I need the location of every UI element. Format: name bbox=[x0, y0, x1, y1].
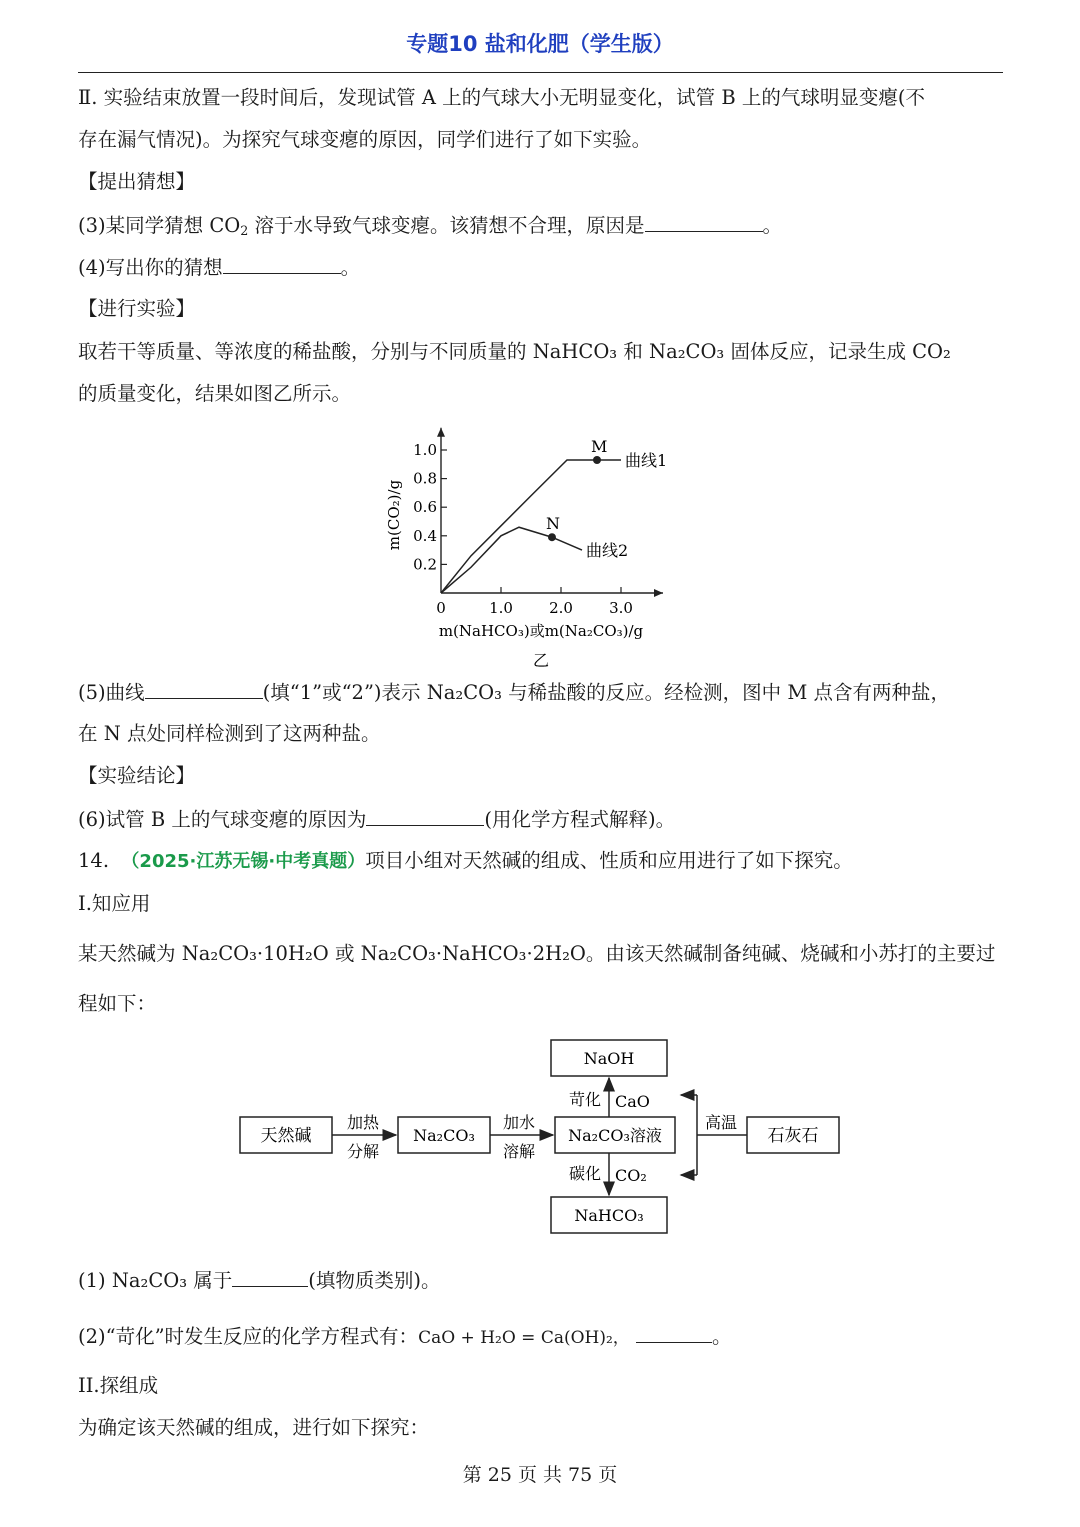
label-na2co3: Na₂CO₃ bbox=[413, 1126, 475, 1145]
x-tick-label: 3.0 bbox=[609, 599, 633, 617]
experiment-line-2: 的质量变化，结果如图乙所示。 bbox=[78, 382, 352, 405]
label-natural-alkali: 天然碱 bbox=[260, 1126, 312, 1146]
source-tag: （2025·江苏无锡·中考真题） bbox=[121, 851, 366, 872]
chart-title: 乙 bbox=[532, 651, 550, 670]
label-co2: CO₂ bbox=[615, 1166, 647, 1185]
point-label-M: M bbox=[591, 437, 608, 457]
point-N bbox=[548, 533, 556, 541]
label-dissolve: 溶解 bbox=[502, 1142, 536, 1161]
label-decompose: 分解 bbox=[346, 1142, 380, 1161]
label-add-water: 加水 bbox=[502, 1113, 536, 1132]
heading-guess: 【提出猜想】 bbox=[78, 170, 196, 193]
point-label-N: N bbox=[546, 514, 560, 534]
heading-composition: II.探组成 bbox=[78, 1374, 159, 1397]
question-14-stem: 14. （2025·江苏无锡·中考真题）项目小组对天然碱的组成、性质和应用进行了如下探究。 bbox=[78, 849, 853, 872]
y-axis-arrow bbox=[437, 428, 445, 437]
y-tick-label: 0.8 bbox=[413, 469, 437, 488]
answer-blank-5[interactable] bbox=[145, 678, 263, 699]
x-axis-label: m(NaHCO₃)或m(Na₂CO₃)/g bbox=[438, 622, 644, 640]
label-heat: 加热 bbox=[346, 1113, 380, 1132]
q14-text-line-1: 某天然碱为 Na₂CO₃·10H₂O 或 Na₂CO₃·NaHCO₃·2H₂O。由该天然碱制备纯碱、烧碱和小苏打的主要过 bbox=[78, 942, 996, 965]
answer-blank-14-2[interactable] bbox=[636, 1322, 712, 1343]
x-tick-label: 1.0 bbox=[489, 599, 513, 617]
point-M bbox=[593, 456, 601, 464]
question-14-2: (2)“苛化”时发生反应的化学方程式有：CaO + H₂O = Ca(OH)₂， 。 bbox=[78, 1322, 732, 1352]
question-5-line-1: (5)曲线 (填“1”或“2”)表示 Na₂CO₃ 与稀盐酸的反应。经检测，图中 M 点含有两种盐， bbox=[78, 678, 950, 707]
heading-experiment: 【进行实验】 bbox=[78, 297, 196, 320]
page-footer: 第 25 页 共 75 页 bbox=[462, 1464, 618, 1486]
y-tick-label: 0.2 bbox=[413, 555, 437, 574]
header-divider bbox=[78, 72, 1003, 73]
label-cao: CaO bbox=[615, 1092, 650, 1111]
y-tick-label: 0.4 bbox=[413, 526, 437, 545]
heading-application: I.知应用 bbox=[78, 892, 151, 915]
answer-blank-6[interactable] bbox=[366, 805, 484, 826]
x-axis-arrow bbox=[654, 589, 663, 597]
y-tick-label: 0.6 bbox=[413, 498, 437, 517]
chart-co2-mass bbox=[375, 418, 715, 673]
question-14-1: (1) Na₂CO₃ 属于 (填物质类别)。 bbox=[78, 1266, 440, 1295]
label-carbonate: 碳化 bbox=[568, 1164, 601, 1183]
x-tick-label: 2.0 bbox=[549, 599, 573, 617]
label-high-temp: 高温 bbox=[704, 1113, 738, 1132]
question-5-line-2: 在 N 点处同样检测到了这两种盐。 bbox=[78, 722, 381, 745]
composition-text: 为确定该天然碱的组成，进行如下探究： bbox=[78, 1416, 430, 1439]
label-limestone: 石灰石 bbox=[767, 1126, 819, 1146]
series-label-2: 曲线2 bbox=[586, 541, 629, 561]
question-4: (4)写出你的猜想 。 bbox=[78, 253, 360, 282]
intro-line-2: 存在漏气情况)。为探究气球变瘪的原因，同学们进行了如下实验。 bbox=[78, 128, 652, 151]
process-flow-diagram bbox=[235, 1035, 845, 1240]
heading-conclusion: 【实验结论】 bbox=[78, 764, 196, 787]
y-axis-label: m(CO₂)/g bbox=[385, 479, 403, 551]
question-3: (3)某同学猜想 $CO_2$ 溶于水导致气球变瘪。该猜想不合理，原因是 。 bbox=[78, 211, 782, 240]
label-naoh: NaOH bbox=[583, 1049, 635, 1068]
q14-text-line-2: 程如下： bbox=[78, 992, 157, 1015]
x-tick-label: 0 bbox=[436, 599, 446, 617]
page-title: 专题10 盐和化肥（学生版） bbox=[406, 32, 674, 56]
intro-line-1: Ⅱ. 实验结束放置一段时间后，发现试管 A 上的气球大小无明显变化，试管 B 上的气球明显变瘪(不 bbox=[78, 86, 925, 109]
experiment-line-1: 取若干等质量、等浓度的稀盐酸，分别与不同质量的 NaHCO₃ 和 Na₂CO₃ 固体反应，记录生成 CO₂ bbox=[78, 340, 951, 363]
label-na2co3-solution: Na₂CO₃溶液 bbox=[568, 1126, 662, 1145]
question-6: (6)试管 B 上的气球变瘪的原因为 (用化学方程式解释)。 bbox=[78, 805, 675, 834]
series-line-2 bbox=[441, 527, 582, 593]
y-tick-label: 1.0 bbox=[413, 441, 437, 459]
answer-blank-4[interactable] bbox=[223, 253, 341, 274]
label-nahco3: NaHCO₃ bbox=[574, 1206, 644, 1225]
label-causticize: 苛化 bbox=[568, 1090, 601, 1109]
series-line-1 bbox=[441, 460, 621, 593]
answer-blank-14-1[interactable] bbox=[232, 1266, 308, 1287]
answer-blank-3[interactable] bbox=[645, 211, 763, 232]
series-label-1: 曲线1 bbox=[625, 451, 668, 471]
